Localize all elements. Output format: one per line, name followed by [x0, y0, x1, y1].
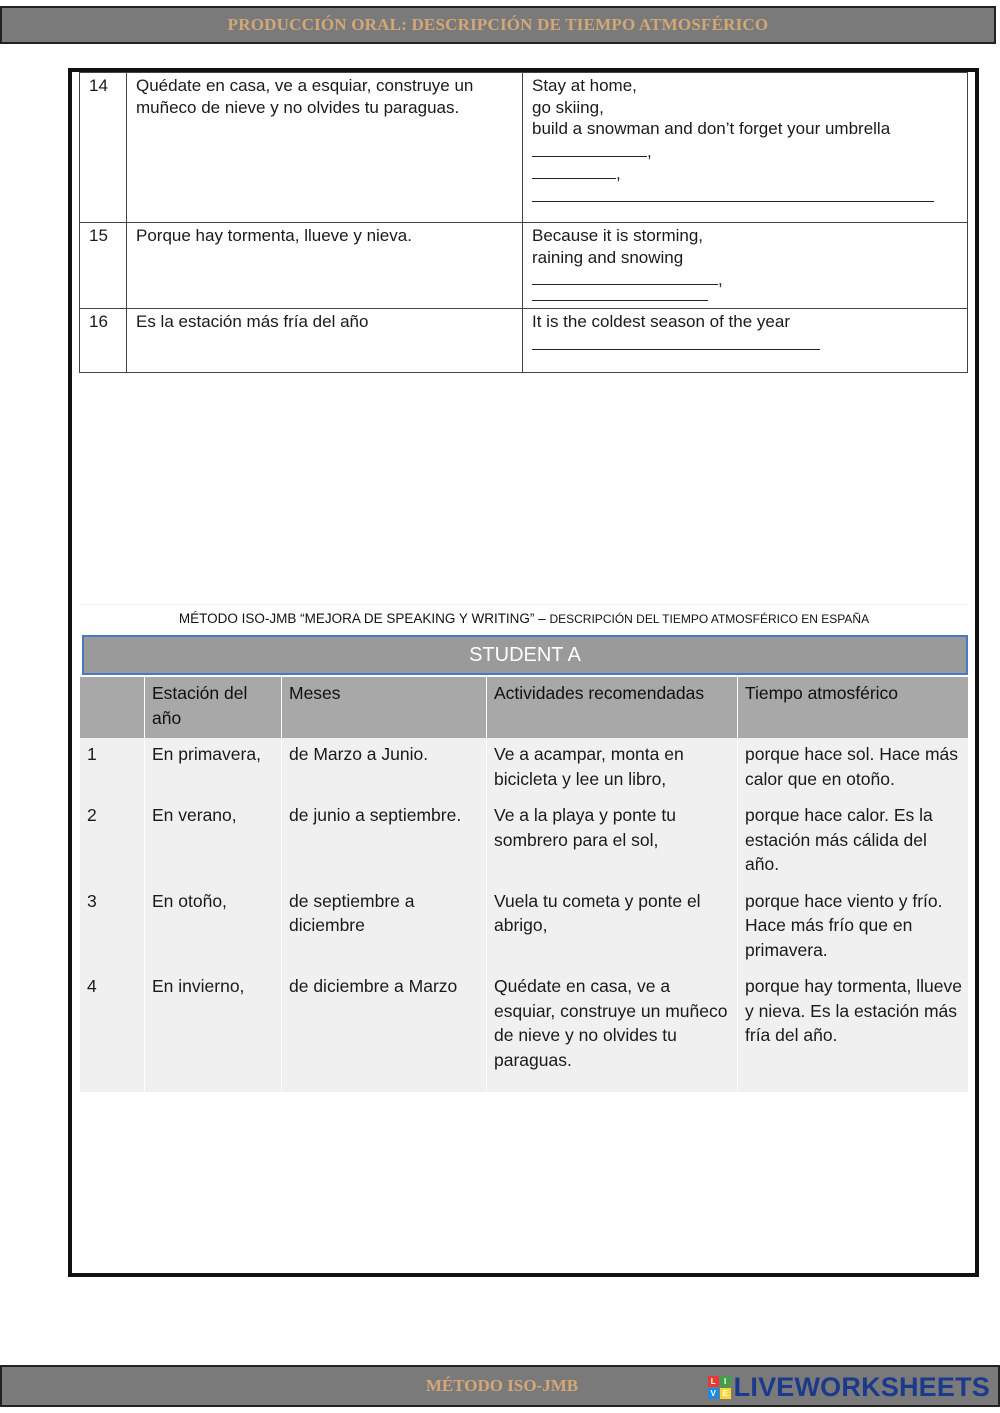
student-section [80, 604, 968, 1092]
activities-cell: Quédate en casa, ve a esquiar, construye un muñeco de nieve y no olvides tu paraguas. [486, 970, 737, 1092]
section-title [80, 604, 968, 633]
season-cell: En invierno, [144, 970, 281, 1092]
months-cell: de junio a septiembre. [281, 799, 486, 885]
activities-cell: Ve a acampar, monta en bicicleta y lee un libro, [486, 738, 737, 799]
logo-letter: V [708, 1388, 719, 1399]
logo-letter: I [720, 1376, 731, 1387]
english-line: It is the coldest season of the year [532, 312, 790, 331]
row-number: 15 [80, 223, 127, 309]
english-line: Because it is storming, [532, 226, 704, 245]
row-number: 16 [80, 309, 127, 373]
logo-letter: L [708, 1376, 719, 1387]
footer-text: MÉTODO ISO-JMB [425, 1376, 579, 1395]
table-row [80, 73, 968, 223]
table-row [80, 309, 968, 373]
weather-cell: porque hace viento y frío. Hace más frío que en primavera. [737, 885, 968, 971]
table-row [80, 223, 968, 309]
answer-line[interactable]: , [532, 268, 958, 291]
student-label: STUDENT A [469, 643, 581, 666]
liveworksheets-brand: LIVEWORKSHEETS [733, 1372, 990, 1402]
header-months: Meses [281, 677, 486, 738]
student-band [82, 635, 968, 675]
spanish-text: Porque hay tormenta, llueve y nieva. [127, 223, 523, 309]
section-title-sub: DESCRIPCIÓN DEL TIEMPO ATMOSFÉRICO EN ESPAÑA [549, 612, 870, 626]
row-number: 14 [80, 73, 127, 223]
season-cell: En primavera, [144, 738, 281, 799]
english-cell [523, 309, 968, 373]
english-cell [523, 223, 968, 309]
row-number: 3 [80, 885, 144, 971]
months-cell: de diciembre a Marzo [281, 970, 486, 1092]
weather-cell: porque hay tormenta, llueve y nieva. Es la estación más fría del año. [737, 970, 968, 1092]
student-table [80, 677, 968, 1092]
english-line: Stay at home, [532, 76, 637, 95]
footer-bar [0, 1365, 1000, 1407]
table-row [80, 799, 968, 885]
logo-letter: E [720, 1388, 731, 1399]
weather-cell: porque hace sol. Hace más calor que en otoño. [737, 738, 968, 799]
activities-cell: Ve a la playa y ponte tu sombrero para el sol, [486, 799, 737, 885]
months-cell: de Marzo a Junio. [281, 738, 486, 799]
table-row [80, 885, 968, 971]
english-line: go skiing, [532, 97, 604, 117]
weather-cell: porque hace calor. Es la estación más cálida del año. [737, 799, 968, 885]
answer-line[interactable] [532, 291, 958, 301]
activities-cell: Vuela tu cometa y ponte el abrigo, [486, 885, 737, 971]
spanish-text: Quédate en casa, ve a esquiar, construye un muñeco de nieve y no olvides tu paraguas. [127, 73, 523, 223]
table-row [80, 970, 968, 1092]
english-cell [523, 73, 968, 223]
months-cell: de septiembre a diciembre [281, 885, 486, 971]
header-bar [0, 6, 996, 44]
answer-line[interactable]: , [532, 162, 958, 185]
liveworksheets-icon [708, 1376, 731, 1399]
table-row [80, 738, 968, 799]
header-num [80, 677, 144, 738]
translation-table [79, 72, 968, 373]
header-season: Estación del año [144, 677, 281, 738]
answer-line[interactable]: , [532, 140, 958, 163]
spanish-text: Es la estación más fría del año [127, 309, 523, 373]
answer-line[interactable] [532, 185, 958, 208]
season-cell: En verano, [144, 799, 281, 885]
table-header-row [80, 677, 968, 738]
row-number: 2 [80, 799, 144, 885]
header-weather: Tiempo atmosférico [737, 677, 968, 738]
page-title: PRODUCCIÓN ORAL: DESCRIPCIÓN DE TIEMPO ATMOSFÉRICO [227, 15, 769, 34]
english-line: build a snowman and don’t forget your umbrella [532, 119, 891, 138]
row-number: 1 [80, 738, 144, 799]
season-cell: En otoño, [144, 885, 281, 971]
header-activities: Actividades recomendadas [486, 677, 737, 738]
section-title-main: MÉTODO ISO-JMB “MEJORA DE SPEAKING Y WRITING” – [178, 611, 546, 626]
row-number: 4 [80, 970, 144, 1092]
answer-line[interactable] [532, 333, 958, 356]
english-line: raining and snowing [532, 247, 684, 267]
liveworksheets-logo[interactable] [708, 1372, 990, 1403]
